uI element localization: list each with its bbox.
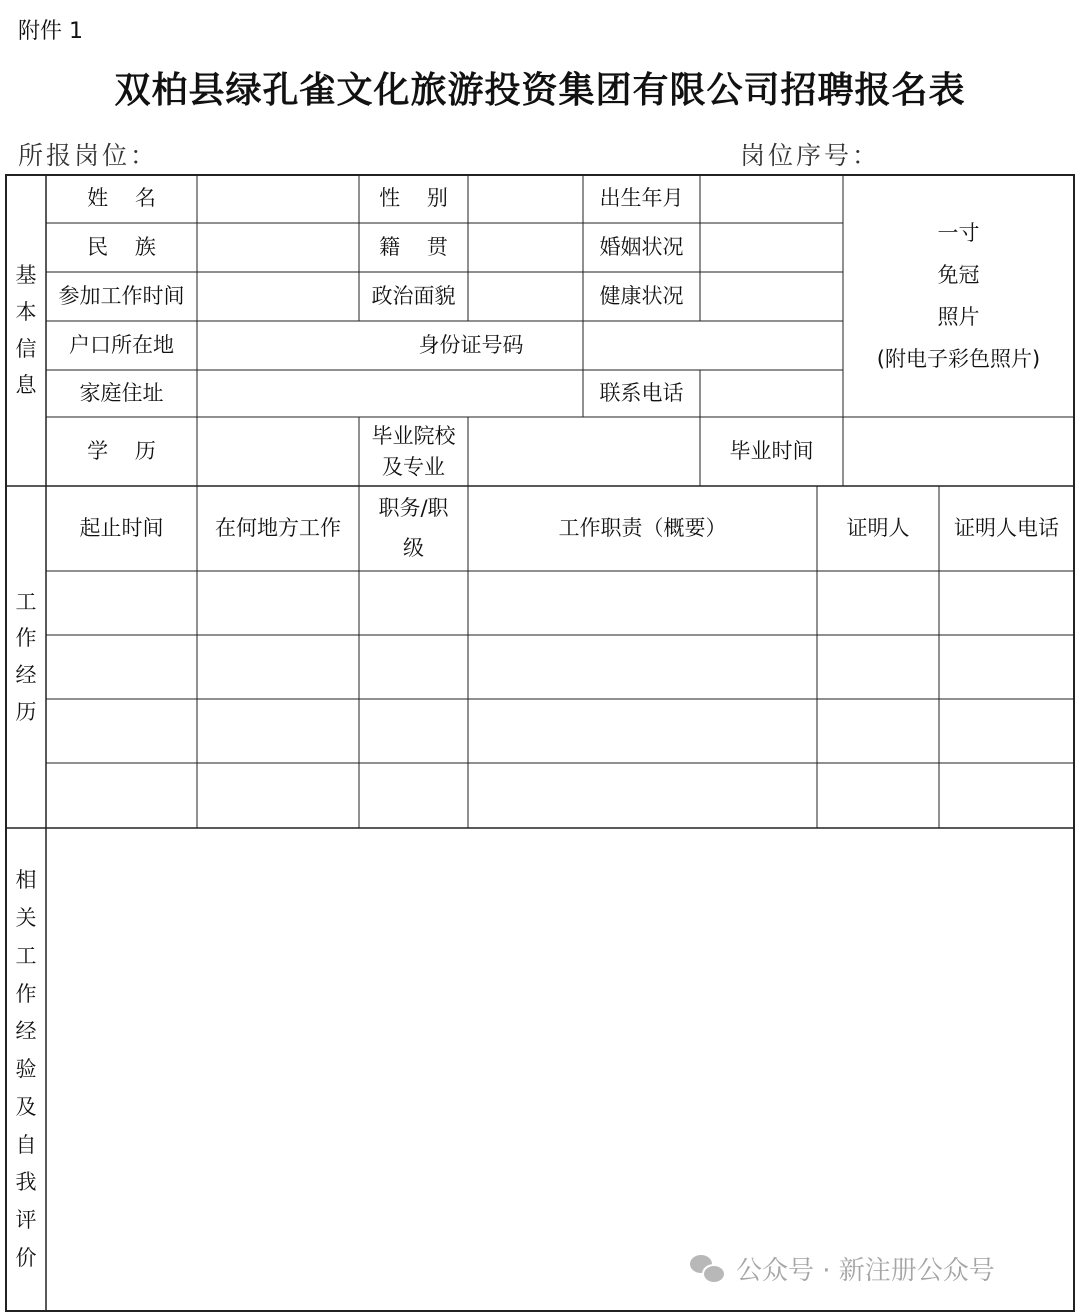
header-title <box>359 486 468 571</box>
label-phone: 联系电话 <box>599 380 684 405</box>
field-political[interactable] <box>468 272 583 321</box>
section-char: 价 <box>15 1246 37 1271</box>
attachment-label: 附件 1 <box>18 19 83 44</box>
field-gender[interactable] <box>468 175 583 223</box>
section-char: 经 <box>15 1019 37 1044</box>
section-char: 信 <box>15 336 37 361</box>
section-char: 基 <box>15 263 37 287</box>
section-label-experience <box>6 860 46 1280</box>
field-grad-time[interactable] <box>843 417 1074 486</box>
section-char: 评 <box>15 1208 37 1233</box>
form-title: 双柏县绿孔雀文化旅游投资集团有限公司招聘报名表 <box>114 69 966 111</box>
label-health: 健康状况 <box>599 283 684 308</box>
photo-text: 一寸 <box>937 220 980 245</box>
label-name: 姓 名 <box>87 186 156 211</box>
header-witness: 证明人 <box>846 515 910 540</box>
section-char: 作 <box>15 626 37 651</box>
label-political: 政治面貌 <box>371 283 456 308</box>
photo-text: (附电子彩色照片) <box>876 346 1041 371</box>
section-label-work-history <box>6 486 46 828</box>
section-label-basic-info <box>6 175 46 486</box>
field-address[interactable] <box>197 370 583 417</box>
header-title-line: 级 <box>403 535 424 560</box>
header-where: 在何地方工作 <box>215 515 341 540</box>
section-char: 工 <box>15 589 37 614</box>
photo-placeholder[interactable] <box>843 175 1074 416</box>
header-duties: 工作职责（概要） <box>558 515 727 540</box>
section-char: 及 <box>15 1094 37 1119</box>
field-school[interactable] <box>468 417 700 486</box>
label-grad-time: 毕业时间 <box>729 438 814 463</box>
field-birth[interactable] <box>700 175 843 223</box>
section-char: 本 <box>15 299 37 324</box>
section-char: 相 <box>15 868 37 893</box>
label-ethnicity: 民 族 <box>87 234 156 259</box>
label-work-start: 参加工作时间 <box>58 283 185 308</box>
label-id-number: 身份证号码 <box>418 332 524 357</box>
field-native-place[interactable] <box>468 223 583 272</box>
label-hukou: 户口所在地 <box>69 332 174 357</box>
section-char: 作 <box>15 981 37 1006</box>
section-char: 经 <box>15 663 37 687</box>
position-number-label: 岗位序号： <box>740 141 881 170</box>
section-char: 息 <box>15 373 37 398</box>
label-school-line: 及专业 <box>382 454 445 479</box>
field-experience[interactable] <box>46 828 1074 1311</box>
section-char: 我 <box>15 1170 37 1195</box>
label-gender: 性 别 <box>379 186 448 211</box>
section-char: 关 <box>15 905 37 930</box>
field-health[interactable] <box>700 272 843 321</box>
wechat-icon <box>690 1255 724 1283</box>
field-work-start[interactable] <box>197 272 359 321</box>
section-char: 验 <box>15 1057 37 1082</box>
watermark-text: 公众号 · 新注册公众号 <box>736 1256 995 1286</box>
label-education: 学 历 <box>87 438 156 463</box>
section-char: 历 <box>15 699 37 724</box>
field-education[interactable] <box>197 417 359 486</box>
label-native-place: 籍 贯 <box>379 234 448 259</box>
label-school-line: 毕业院校 <box>371 424 456 449</box>
label-marital: 婚姻状况 <box>599 234 684 259</box>
applied-position-label: 所报岗位： <box>18 141 159 170</box>
field-phone[interactable] <box>700 370 843 417</box>
label-birth: 出生年月 <box>599 186 684 211</box>
label-address: 家庭住址 <box>79 380 164 405</box>
section-char: 自 <box>15 1132 37 1157</box>
header-witness-phone: 证明人电话 <box>954 515 1059 540</box>
photo-text: 免冠 <box>937 262 980 287</box>
header-title-line: 职务/职 <box>378 495 449 520</box>
field-ethnicity[interactable] <box>197 223 359 272</box>
field-marital[interactable] <box>700 223 843 272</box>
watermark <box>690 1250 995 1287</box>
label-school <box>359 417 468 486</box>
photo-text: 照片 <box>937 304 980 329</box>
field-name[interactable] <box>197 175 359 223</box>
field-id-number[interactable] <box>583 321 843 370</box>
section-char: 工 <box>15 943 37 968</box>
header-period: 起止时间 <box>79 515 164 540</box>
